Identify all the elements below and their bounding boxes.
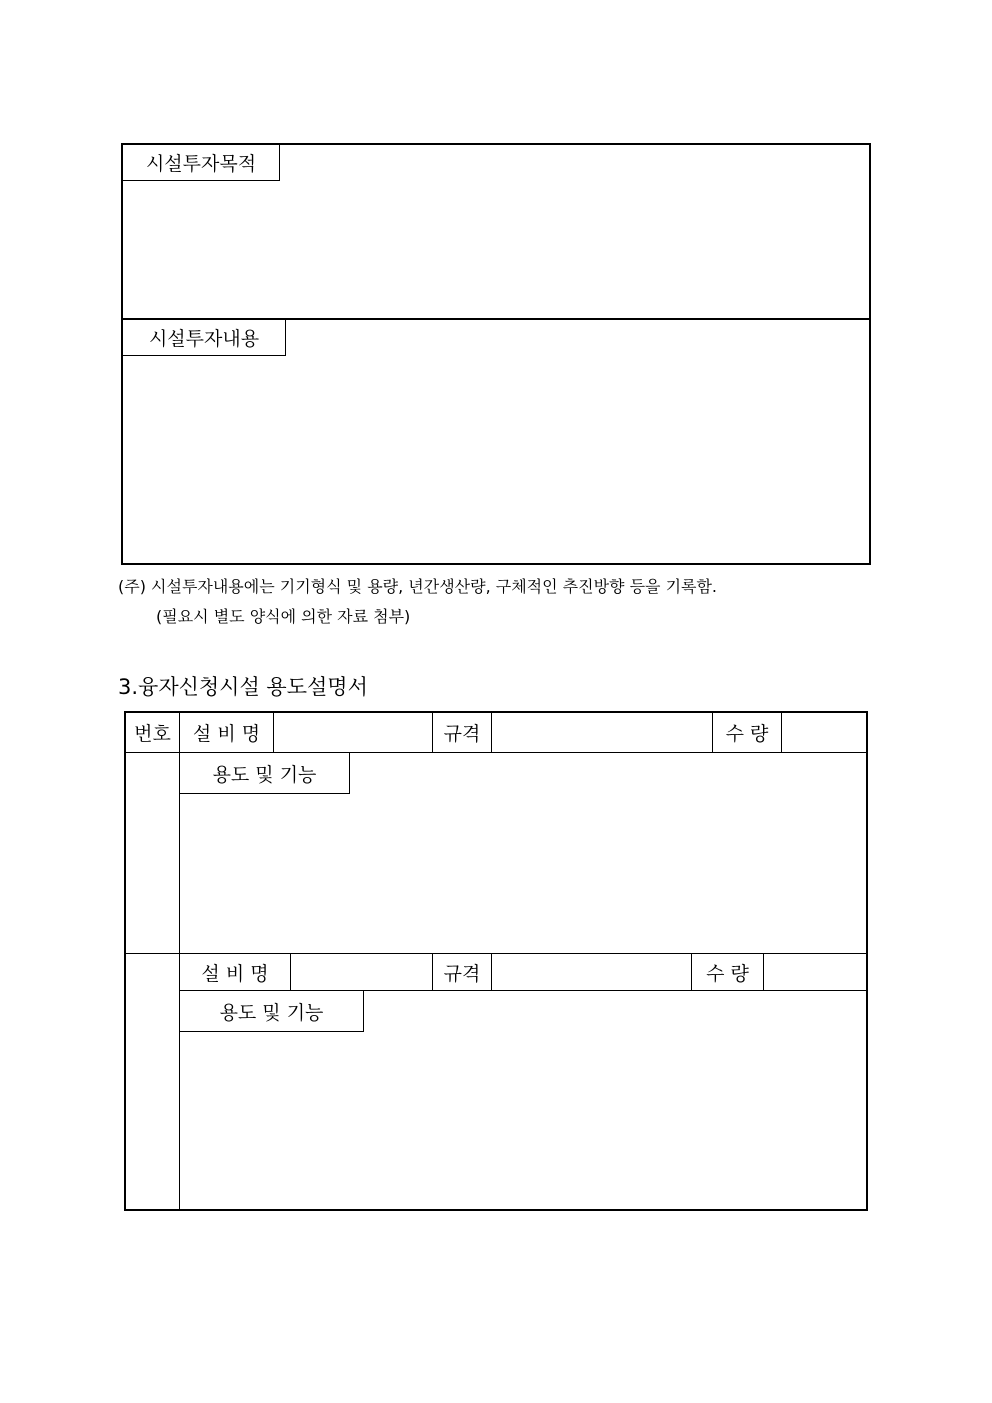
row2-equip-name-label: 설 비 명 — [201, 963, 269, 985]
usage-table — [124, 711, 868, 1211]
row2-quantity-input[interactable] — [764, 954, 866, 991]
row2-usage-label: 용도 및 기능 — [180, 991, 364, 1032]
note-line-1: (주) 시설투자내용에는 기기형식 및 용량, 년간생산량, 구체적인 추진방향 등을 기록함. — [118, 577, 718, 596]
equip-name-header: 설 비 명 — [192, 723, 261, 745]
row2-equip-name-input[interactable] — [291, 954, 432, 991]
section-3-heading: 3.융자신청시설 용도설명서 — [118, 675, 368, 699]
row2-spec-label: 규격 — [443, 963, 481, 985]
investment-purpose-field[interactable] — [133, 189, 859, 310]
investment-purpose-box — [121, 143, 871, 320]
row1-usage-label: 용도 및 기능 — [180, 753, 350, 794]
quantity-input[interactable] — [782, 713, 866, 752]
row1-usage-field[interactable] — [188, 801, 858, 947]
quantity-header: 수 량 — [725, 723, 769, 745]
investment-purpose-label: 시설투자목적 — [123, 145, 280, 181]
spec-header: 규격 — [443, 723, 481, 745]
investment-content-field[interactable] — [133, 364, 859, 555]
note-line-2: (필요시 별도 양식에 의한 자료 첨부) — [156, 607, 411, 626]
equip-name-input[interactable] — [274, 713, 432, 752]
row2-quantity-label: 수 량 — [706, 963, 749, 985]
row2-usage-field[interactable] — [188, 1039, 858, 1203]
investment-content-label: 시설투자내용 — [123, 320, 286, 356]
investment-content-box — [121, 318, 871, 565]
number-header: 번호 — [134, 723, 171, 745]
row2-spec-input[interactable] — [492, 954, 691, 991]
spec-input[interactable] — [492, 713, 712, 752]
